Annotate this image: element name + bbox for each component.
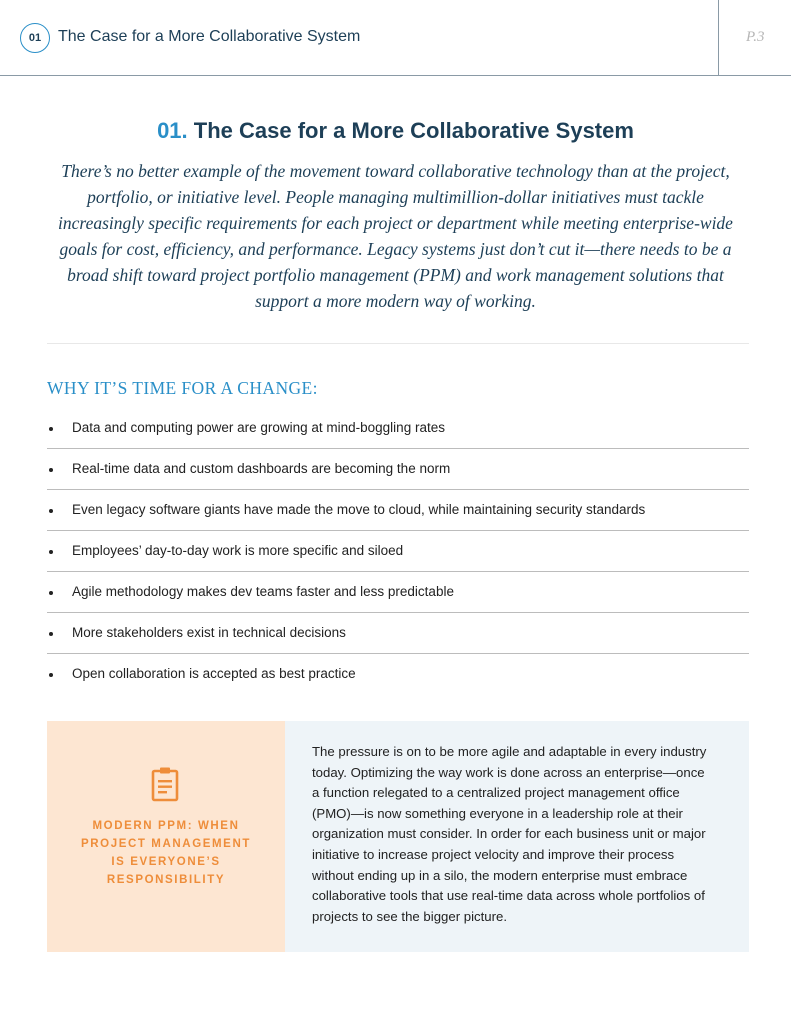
intro-paragraph [50, 158, 741, 314]
intro-line: broad shift toward project portfolio management (PPM) and work management solutions that [67, 265, 724, 285]
list-item: Employees’ day-to-day work is more specific and siloed [47, 531, 749, 572]
divider [47, 343, 749, 344]
intro-line: There’s no better example of the movement toward collaborative technology than at the project, [61, 161, 730, 181]
callout-text-panel [285, 721, 749, 952]
section-number-badge: 01 [20, 23, 50, 53]
title-text: The Case for a More Collaborative System [193, 118, 634, 143]
callout-line: collaborative tools that use real-time data across whole portfolios of [312, 888, 705, 904]
list-item: Data and computing power are growing at mind-boggling rates [47, 408, 749, 449]
callout-label-line: RESPONSIBILITY [106, 874, 226, 886]
callout-paragraph [312, 742, 732, 927]
callout-label [47, 817, 285, 889]
callout-line: today. Optimizing the way work is done across an enterprise—once [312, 764, 705, 780]
intro-line: support a more modern way of working. [255, 291, 536, 311]
page-header [0, 0, 791, 76]
list-item: Agile methodology makes dev teams faster and less predictable [47, 572, 749, 613]
callout-label-panel [47, 721, 285, 952]
header-title: The Case for a More Collaborative System [58, 28, 361, 45]
callout-line: The pressure is on to be more agile and adaptable in every industry [312, 744, 707, 759]
callout-line: projects to see the bigger picture. [312, 908, 507, 924]
callout-line: (PMO)—is now something everyone in a leadership role at their [312, 805, 683, 821]
callout-line: organization must consider. In order for each business unit or major [312, 826, 706, 842]
callout-label-line: MODERN PPM: WHEN [92, 820, 240, 832]
page-number: P.3 [746, 29, 765, 45]
list-item: Even legacy software giants have made the move to cloud, while maintaining security standards [47, 490, 749, 531]
intro-line: portfolio, or initiative level. People managing multimillion-dollar initiatives must tackle [87, 187, 704, 207]
callout-label-line: PROJECT MANAGEMENT [80, 838, 251, 850]
list-item: Real-time data and custom dashboards are becoming the norm [47, 449, 749, 490]
list-item: More stakeholders exist in technical decisions [47, 613, 749, 654]
header-divider [718, 0, 719, 76]
intro-line: increasingly specific requirements for each project or department while meeting enterprise-wide [58, 213, 733, 233]
callout-line: initiative to increase project velocity and improve their process [312, 846, 675, 862]
callout-line: without ending up in a silo, the modern enterprise must embrace [312, 867, 688, 883]
callout-line: a function relegated to a centralized project management office [312, 785, 680, 801]
page-title [0, 118, 791, 144]
bullet-list [47, 408, 749, 695]
section-heading: WHY IT’S TIME FOR A CHANGE: [47, 378, 318, 398]
intro-line: goals for cost, efficiency, and performance. Legacy systems just don’t cut it—there needs to be a [59, 239, 732, 259]
callout-label-line: IS EVERYONE’S [111, 856, 221, 868]
clipboard-icon [151, 766, 179, 802]
list-item: Open collaboration is accepted as best practice [47, 654, 749, 695]
title-number: 01. [157, 118, 188, 143]
